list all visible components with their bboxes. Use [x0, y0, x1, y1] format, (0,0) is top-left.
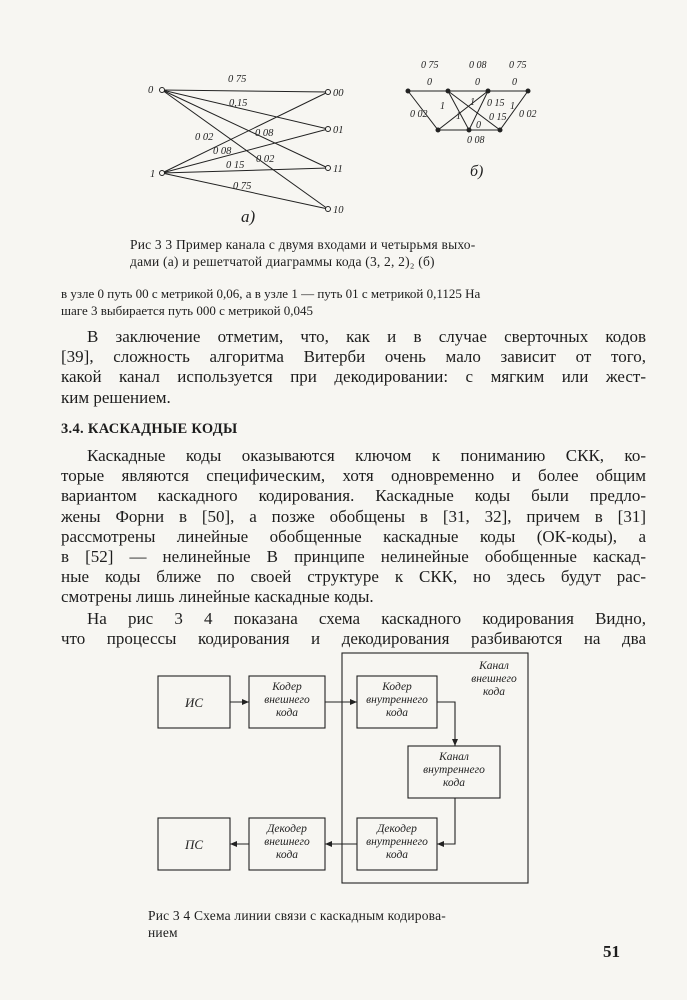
- svg-text:0 15: 0 15: [489, 112, 507, 123]
- input-label-1: 1: [150, 169, 156, 180]
- node-out-11: [326, 166, 331, 171]
- output-label-10: 10: [333, 205, 344, 216]
- arrow: [437, 798, 455, 844]
- output-label-11: 11: [333, 164, 343, 175]
- fig-3-3-caption: Рис 3 3 Пример канала с двумя входами и четырьмя выхо- дами (а) и решетчатой диаграммы кода (3, 2, 2)₂ (б): [130, 237, 476, 269]
- edge-label: 0 02: [256, 154, 275, 165]
- figure-3-3: [0, 0, 687, 230]
- svg-text:внешнего: внешнего: [264, 694, 310, 706]
- sub-label-a: а): [241, 207, 256, 226]
- edge-1-01: [162, 129, 328, 173]
- svg-text:1: 1: [456, 111, 461, 122]
- section-heading: 3.4. КАСКАДНЫЕ КОДЫ: [61, 421, 238, 437]
- svg-text:0 75: 0 75: [421, 60, 439, 71]
- svg-text:кода: кода: [482, 686, 506, 698]
- svg-text:0 08: 0 08: [467, 135, 485, 146]
- small-text: в узле 0 путь 00 с метрикой 0,06, а в узле 1 — путь 01 с метрикой 0,1125 На шаге 3 выбирается путь 000 с метрикой 0,045: [61, 286, 481, 318]
- block-outer-coder-label: Кодер: [272, 681, 302, 693]
- svg-text:кода: кода: [275, 707, 299, 719]
- node-out-10: [326, 207, 331, 212]
- svg-text:1: 1: [470, 97, 475, 108]
- edge-label: 0 08: [213, 146, 232, 157]
- block-inner-coder-label: Кодер: [382, 681, 412, 693]
- fig-3-4-caption: Рис 3 4 Схема линии связи с каскадным кодирова- нием: [148, 908, 446, 940]
- svg-text:внутреннего: внутреннего: [366, 836, 428, 848]
- paragraph-fig-ref: На рис 3 4 показана схема каскадного кодирования Видно, что процессы кодирования и декодирования разбиваются на два: [61, 609, 646, 649]
- svg-text:0 08: 0 08: [469, 60, 487, 71]
- edge-label: 0 75: [233, 181, 252, 192]
- node-input-1: [160, 171, 165, 176]
- outer-channel-label: Канал: [479, 660, 509, 672]
- svg-text:кода: кода: [385, 707, 409, 719]
- svg-text:внешнего: внешнего: [264, 836, 310, 848]
- svg-text:0 02: 0 02: [410, 109, 428, 120]
- output-label-00: 00: [333, 88, 344, 99]
- edge-1-11: [162, 168, 328, 173]
- node-out-01: [326, 127, 331, 132]
- paragraph-conclusion: В заключение отметим, что, как и в случае сверточных кодов [39], сложность алгоритма Витерби очень мало зависит от того, какой канал используется при декодировании: с мягким или жест- ким решением.: [61, 327, 646, 407]
- edge-label: 0 08: [255, 128, 274, 139]
- paragraph-cascade-codes: Каскадные коды оказываются ключом к пониманию СКК, ко- торые являются специфическим, хотя одновременно и более общим вариантом каскадного кодирования. Каскадные коды были предло- жены Форни в [50], а позже обобщены в [31, 32], причем в [31] рассмотрены линейные обобщенные каскадные коды (ОК-коды), а в [52] — нелинейные В принципе нелинейные обобщенные каскад- ные коды ближе по своей структуре к СКК, но здесь будут рас- смотрены лишь линейные каскадные коды.: [61, 446, 646, 607]
- figure-3-4: [0, 640, 687, 900]
- node-out-00: [326, 90, 331, 95]
- svg-text:0 75: 0 75: [509, 60, 527, 71]
- svg-text:кода: кода: [442, 777, 466, 789]
- output-label-01: 01: [333, 125, 344, 136]
- input-label-0: 0: [148, 85, 154, 96]
- svg-text:кода: кода: [275, 849, 299, 861]
- svg-text:1: 1: [510, 101, 515, 112]
- svg-text:кода: кода: [385, 849, 409, 861]
- edge-label: 0 15: [226, 160, 245, 171]
- sub-label-b: б): [470, 163, 484, 180]
- block-sink-label: ПС: [184, 837, 204, 852]
- node-input-0: [160, 88, 165, 93]
- edge-label: 0,15: [229, 98, 248, 109]
- edge-label: 0 02: [195, 132, 214, 143]
- block-inner-decoder-label: Декодер: [377, 823, 417, 835]
- svg-text:0: 0: [512, 77, 517, 88]
- block-inner-channel-label: Канал: [439, 751, 469, 763]
- svg-text:внутреннего: внутреннего: [366, 694, 428, 706]
- block-outer-decoder-label: Декодер: [267, 823, 307, 835]
- svg-text:1: 1: [440, 101, 445, 112]
- edge-0-00: [162, 90, 328, 92]
- svg-text:внутреннего: внутреннего: [423, 764, 485, 776]
- svg-text:0: 0: [427, 77, 432, 88]
- svg-text:внешнего: внешнего: [471, 673, 517, 685]
- edge-0-01: [162, 90, 328, 129]
- svg-text:0: 0: [475, 77, 480, 88]
- svg-text:0 15: 0 15: [487, 98, 505, 109]
- arrow: [437, 702, 455, 746]
- page-number: 51: [603, 942, 620, 961]
- edge-label: 0 75: [228, 74, 247, 85]
- svg-text:0: 0: [476, 120, 481, 131]
- block-source-label: ИС: [184, 695, 204, 710]
- svg-text:0 02: 0 02: [519, 109, 537, 120]
